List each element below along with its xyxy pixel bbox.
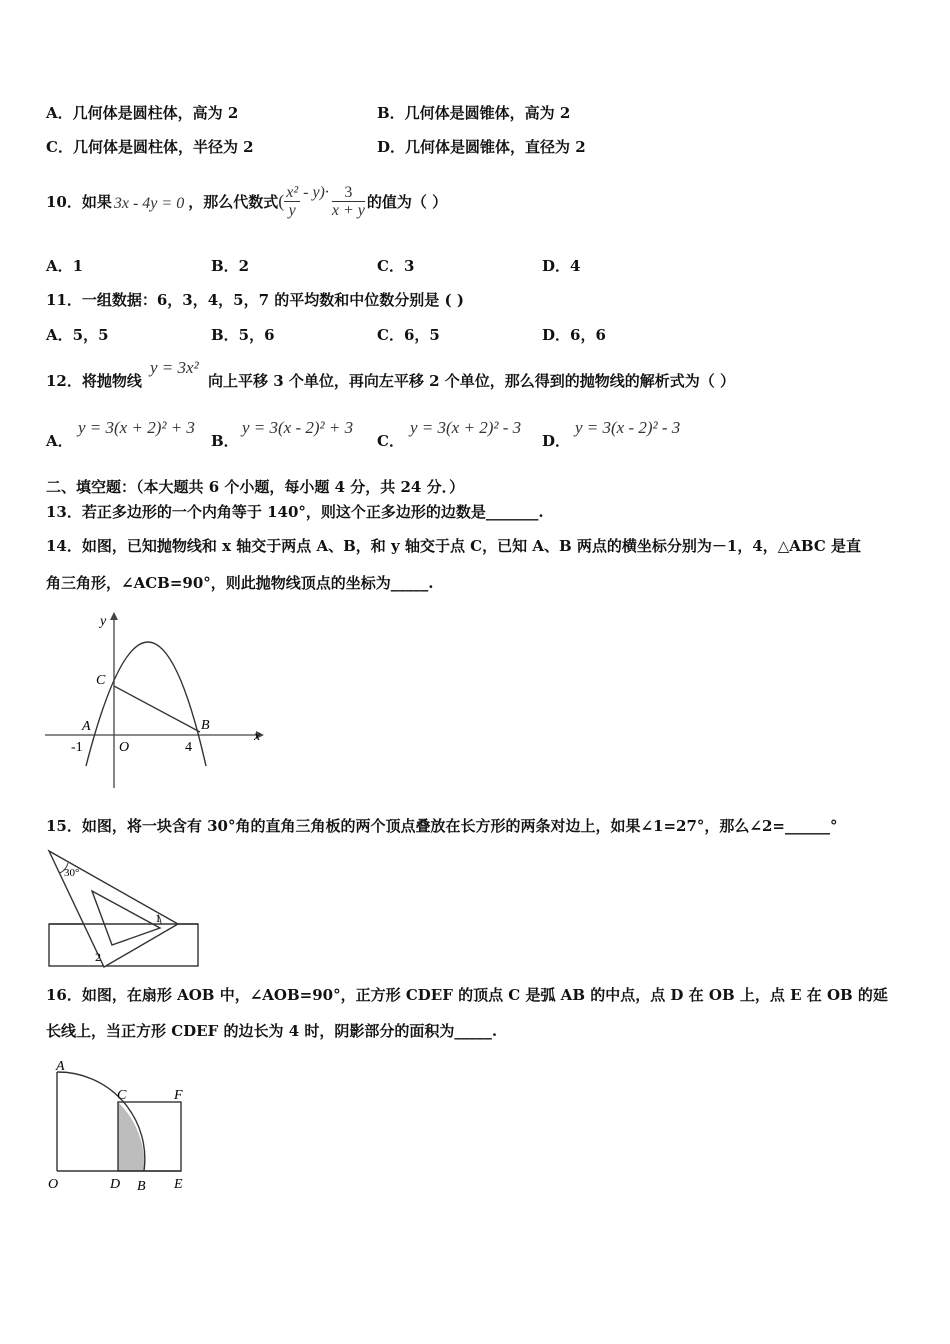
point-f-label: F — [174, 1088, 183, 1103]
q10-condition: 3x - 4y = 0 — [113, 195, 185, 212]
q11-option-a: A．5，5 — [46, 326, 109, 344]
point-a-label: A — [82, 719, 91, 734]
y-axis-arrow-icon — [110, 612, 118, 620]
q10-option-b: B．2 — [211, 257, 250, 275]
q11-option-d: D．6，6 — [542, 326, 606, 344]
q10-frac2-denominator: x + y — [331, 201, 365, 219]
q12-option-a-label: A． — [46, 432, 73, 450]
point-e-label: E — [174, 1177, 183, 1192]
q12-option-c-label: C． — [377, 432, 404, 450]
q14-figure — [40, 608, 265, 793]
q12-suffix: 向上平移 3 个单位，再向左平移 2 个单位，那么得到的抛物线的解析式为（ ） — [208, 372, 735, 390]
q11-option-b: B．5，6 — [211, 326, 275, 344]
q10-middle: ，那么代数式 — [188, 192, 279, 211]
q10-frac1-numerator: x² — [286, 183, 299, 201]
q12-option-b-label: B． — [211, 432, 239, 450]
q10-frac2-numerator: 3 — [332, 184, 365, 202]
q10-option-d: D．4 — [542, 257, 581, 275]
q10-frac1-denominator: y — [288, 201, 296, 219]
point-c-label: C — [117, 1088, 127, 1103]
q12-prefix: 12．将抛物线 — [46, 372, 142, 390]
q12-option-d-expr: y = 3(x - 2)² - 3 — [575, 418, 681, 437]
point-c-label: C — [96, 673, 106, 688]
segment-cb — [114, 686, 200, 732]
q12-parabola: y = 3x² — [150, 358, 199, 377]
q9-option-a: A．几何体是圆柱体，高为 2 — [46, 104, 239, 122]
point-o-label: O — [48, 1177, 59, 1192]
q16-figure — [40, 1055, 200, 1195]
q10-stem — [46, 176, 447, 226]
point-b-label: B — [201, 718, 210, 733]
origin-label: O — [119, 740, 130, 755]
q10-minus-y: - y)· — [303, 184, 329, 201]
q12-option-b-expr: y = 3(x - 2)² + 3 — [242, 418, 354, 437]
y-axis-label: y — [100, 614, 107, 629]
angle-2-label: 2 — [95, 950, 101, 964]
q15-figure — [40, 845, 210, 970]
q12-option-c-expr: y = 3(x + 2)² - 3 — [410, 418, 522, 437]
q10-option-a: A．1 — [46, 257, 84, 275]
q9-option-c: C．几何体是圆柱体，半径为 2 — [46, 138, 254, 156]
q14-line-1: 14．如图，已知抛物线和 x 轴交于两点 A、B，和 y 轴交于点 C，已知 A、B 两点的横坐标分别为－1，4，△ABC 是直 — [46, 537, 862, 555]
point-b-label: B — [137, 1179, 146, 1194]
point-a-label: A — [56, 1059, 65, 1074]
q10-prefix: 10．如果 — [46, 192, 112, 211]
q14-line-2: 角三角形，∠ACB=90°，则此抛物线顶点的坐标为_____. — [46, 574, 434, 592]
tick-label-neg1: -1 — [71, 740, 83, 755]
q10-open-paren: ( — [278, 190, 285, 211]
q11-option-c: C．6，5 — [377, 326, 440, 344]
point-d-label: D — [110, 1177, 121, 1192]
angle-1-label: 1 — [155, 911, 161, 925]
tick-label-4: 4 — [185, 740, 192, 755]
q13-text: 13．若正多边形的一个内角等于 140°，则这个正多边形的边数是_______. — [46, 503, 544, 521]
q10-option-c: C．3 — [377, 257, 415, 275]
q10-fraction-2 — [332, 184, 365, 219]
q9-option-b: B．几何体是圆锥体，高为 2 — [377, 104, 571, 122]
q12-option-a-expr: y = 3(x + 2)² + 3 — [78, 418, 195, 437]
q10-suffix: 的值为（ ） — [366, 192, 448, 211]
angle-30-label: 30° — [64, 867, 80, 879]
q15-text: 15．如图，将一块含有 30°角的直角三角板的两个顶点叠放在长方形的两条对边上，如果∠1=27°，那么∠2=______° — [46, 817, 838, 835]
x-axis-label: x — [254, 729, 261, 744]
q10-expression — [278, 184, 365, 219]
q9-option-d: D．几何体是圆锥体，直径为 2 — [377, 138, 586, 156]
q16-line-2: 长线上，当正方形 CDEF 的边长为 4 时，阴影部分的面积为_____. — [46, 1022, 498, 1040]
q16-line-1: 16．如图，在扇形 AOB 中，∠AOB=90°，正方形 CDEF 的顶点 C 是弧 AB 的中点，点 D 在 OB 上，点 E 在 OB 的延 — [46, 986, 888, 1004]
q11-stem: 11．一组数据：6，3，4，5，7 的平均数和中位数分别是 ( ) — [46, 291, 464, 309]
section-2-heading: 二、填空题：（本大题共 6 个小题，每小题 4 分，共 24 分．） — [46, 478, 465, 496]
q10-fraction-1 — [284, 184, 300, 219]
q12-option-d-label: D． — [542, 432, 571, 450]
